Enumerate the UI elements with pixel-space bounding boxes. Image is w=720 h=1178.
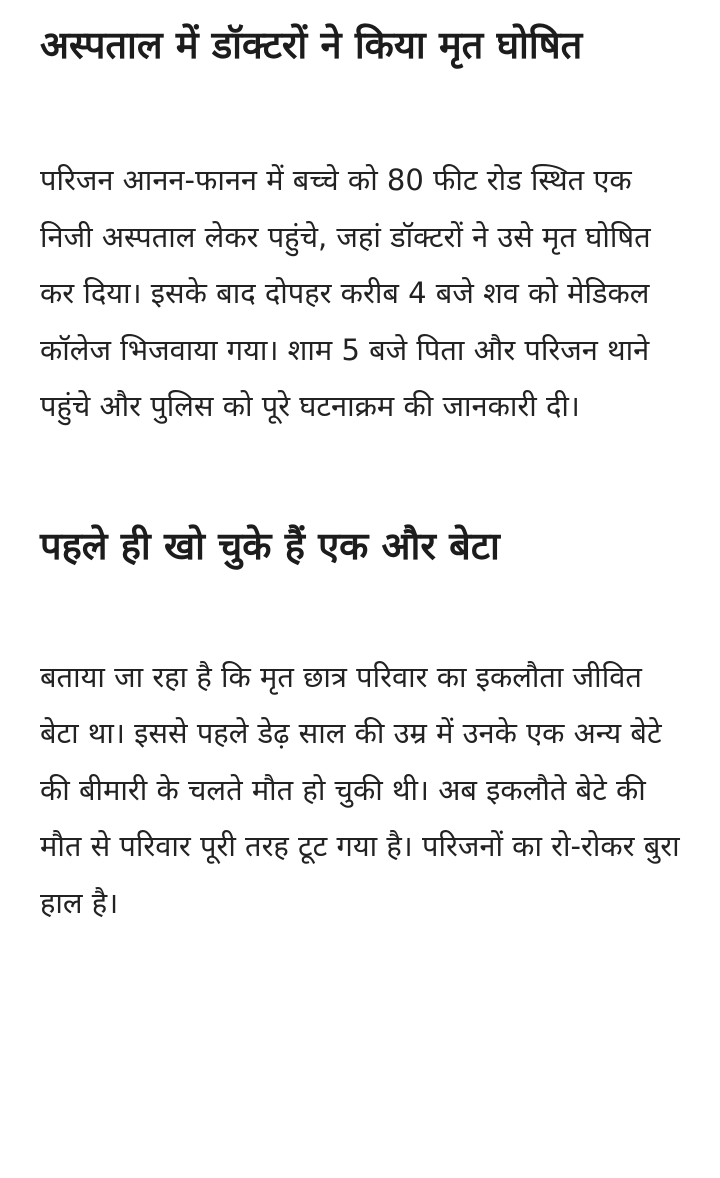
section-paragraph-family: बताया जा रहा है कि मृत छात्र परिवार का इकलौता जीवित बेटा था। इससे पहले डेढ़ साल की उम्र में उनके एक अन्य बेटे की बीमारी के चलते मौत हो चुकी थी। अब इकलौते बेटे की मौत से परिवार पूरी तरह टूट गया है। परिजनों का रो-रोकर बुरा हाल है। [40, 659, 680, 920]
section-paragraph-hospital: परिजन आनन-फानन में बच्चे को 80 फीट रोड स्थित एक निजी अस्पताल लेकर पहुंचे, जहां डॉक्टरों ने उसे मृत घोषित कर दिया। इसके बाद दोपहर करीब 4 बजे शव को मेडिकल कॉलेज भिजवाया गया। शाम 5 बजे पिता और परिजन थाने पहुंचे और पुलिस को पूरे घटनाक्रम की जानकारी दी। [40, 163, 651, 423]
section-heading-doctors-declared-dead: अस्पताल में डॉक्टरों ने किया मृत घोषित [40, 23, 583, 67]
section-heading-lost-another-son: पहले ही खो चुके हैं एक और बेटा [40, 523, 500, 568]
